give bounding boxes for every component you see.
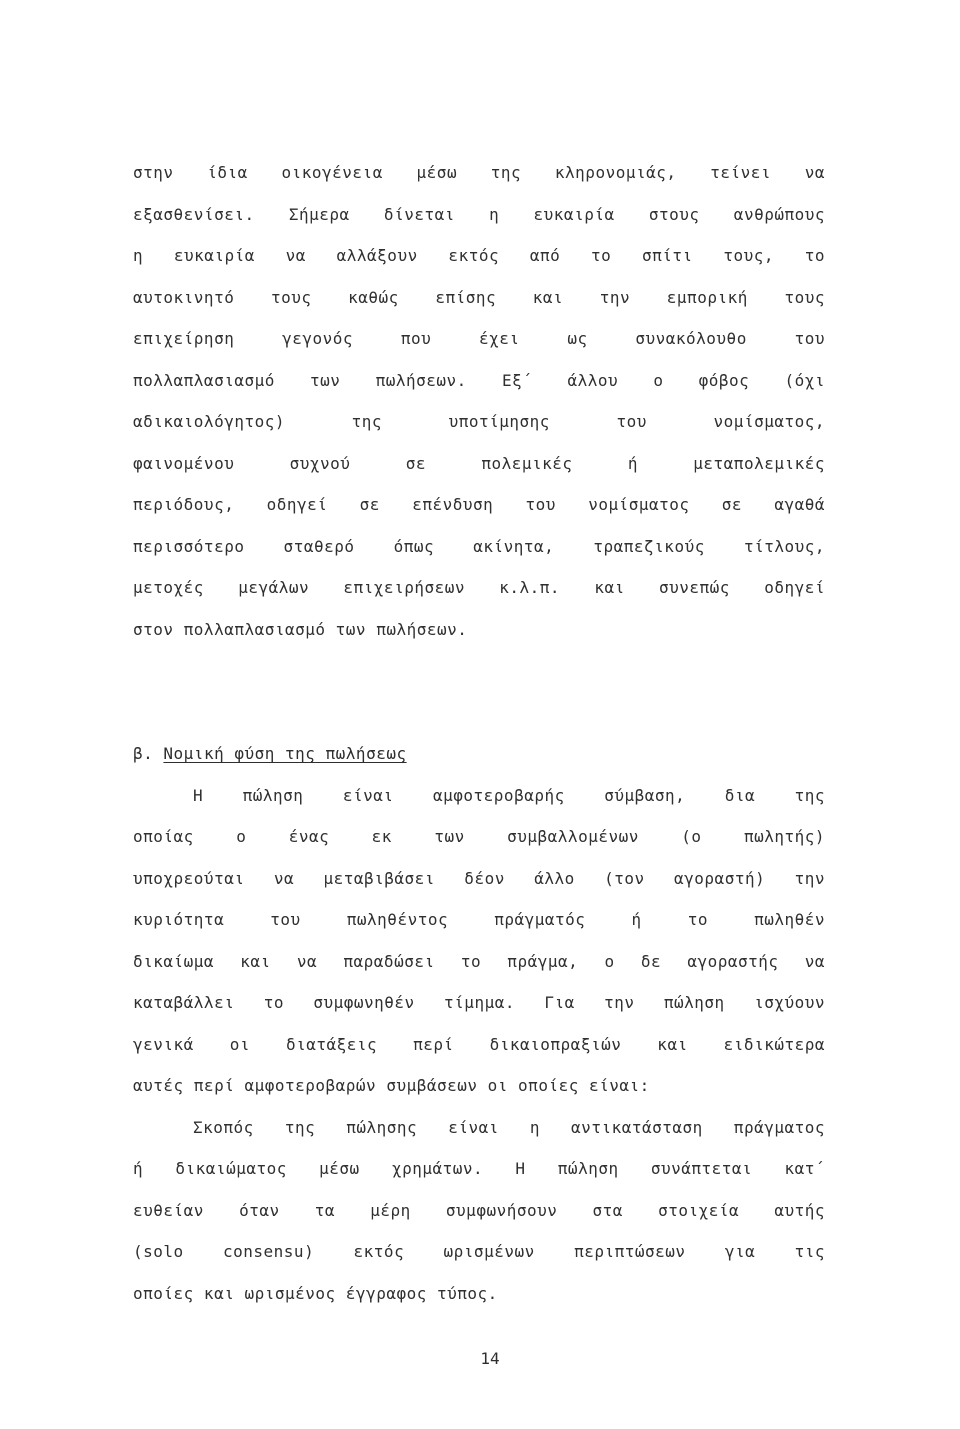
text-line: κυριότητα του πωληθέντος πράγματός ή το πωληθέν bbox=[133, 910, 825, 929]
section-title: Νομική φύση της πωλήσεως bbox=[163, 744, 407, 763]
text-line: (solo consensu) εκτός ωρισμένων περιπτώσεων για τις bbox=[133, 1242, 825, 1261]
text-line: περιόδους, οδηγεί σε επένδυση του νομίσματος σε αγαθά bbox=[133, 495, 825, 514]
text-line: Η πώληση είναι αμφοτεροβαρής σύμβαση, δια της bbox=[193, 786, 825, 805]
text-line: επιχείρηση γεγονός που έχει ως συνακόλουθο του bbox=[133, 329, 825, 348]
text-line: η ευκαιρία να αλλάξουν εκτός από το σπίτι τους, το bbox=[133, 246, 825, 265]
text-line: ευθείαν όταν τα μέρη συμφωνήσουν στα στοιχεία αυτής bbox=[133, 1201, 825, 1220]
text-line: περισσότερο σταθερό όπως ακίνητα, τραπεζικούς τίτλους, bbox=[133, 537, 825, 556]
text-line: στην ίδια οικογένεια μέσω της κληρονομιάς, τείνει να bbox=[133, 163, 825, 182]
text-line: μετοχές μεγάλων επιχειρήσεων κ.λ.π. και συνεπώς οδηγεί bbox=[133, 578, 825, 597]
text-line: εξασθενίσει. Σήμερα δίνεται η ευκαιρία στους ανθρώπους bbox=[133, 205, 825, 224]
text-line: στον πολλαπλασιασμό των πωλήσεων. bbox=[133, 620, 468, 639]
text-line: καταβάλλει το συμφωνηθέν τίμημα. Για την πώληση ισχύουν bbox=[133, 993, 825, 1012]
text-line: οποίας ο ένας εκ των συμβαλλομένων (ο πωλητής) bbox=[133, 827, 825, 846]
text-line: δικαίωμα και να παραδώσει το πράγμα, ο δε αγοραστής να bbox=[133, 952, 825, 971]
text-line: γενικά οι διατάξεις περί δικαιοπραξιών και ειδικώτερα bbox=[133, 1035, 825, 1054]
text-line: αυτοκινητό τους καθώς επίσης και την εμπορική τους bbox=[133, 288, 825, 307]
text-line: Σκοπός της πώλησης είναι η αντικατάσταση πράγματος bbox=[193, 1118, 825, 1137]
page-number: 14 bbox=[480, 1349, 500, 1368]
text-line: αδικαιολόγητος) της υποτίμησης του νομίσματος, bbox=[133, 412, 825, 431]
section-heading bbox=[133, 743, 407, 765]
text-line: ή δικαιώματος μέσω χρημάτων. Η πώληση συνάπτεται κατ΄ bbox=[133, 1159, 825, 1178]
text-line: υποχρεούται να μεταβιβάσει δέον άλλο (τον αγοραστή) την bbox=[133, 869, 825, 888]
section-label: β. bbox=[133, 744, 154, 763]
text-line: πολλαπλασιασμό των πωλήσεων. Εξ΄ άλλου ο φόβος (όχι bbox=[133, 371, 825, 390]
text-line: φαινομένου συχνού σε πολεμικές ή μεταπολεμικές bbox=[133, 454, 825, 473]
text-line: αυτές περί αμφοτεροβαρών συμβάσεων οι οποίες είναι: bbox=[133, 1076, 650, 1095]
text-line: οποίες και ωρισμένος έγγραφος τύπος. bbox=[133, 1284, 498, 1303]
